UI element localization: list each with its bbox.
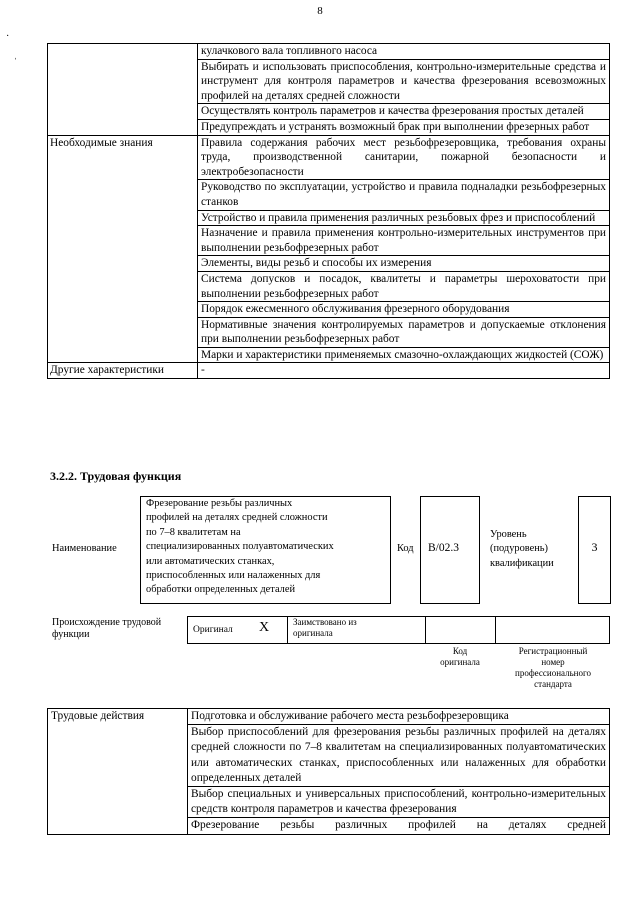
knowledge-cell: Порядок ежесменного обслуживания фрезерного оборудования xyxy=(198,302,610,318)
table-row xyxy=(48,44,610,60)
origin-divider xyxy=(495,616,496,644)
origin-label-line: Происхождение трудовой xyxy=(52,617,162,628)
knowledge-cell: Элементы, виды резьб и способы их измерения xyxy=(198,256,610,272)
action-cell: Фрезерование резьбы различных профилей на деталях средней xyxy=(188,818,610,834)
origin-table xyxy=(187,616,610,644)
action-cell: Выбор приспособлений для фрезерования резьбы различных профилей на деталях средней сложности по 7–8 квалитетам на специализированных полуавтоматических или автоматических станках, приспособленных или налаженных для обработки определенных деталей xyxy=(188,725,610,787)
function-name-line: или автоматических станках, xyxy=(146,555,275,567)
function-name-line: приспособленных или налаженных для xyxy=(146,570,321,582)
skills-knowledge-table xyxy=(47,43,610,379)
knowledge-cell: Назначение и правила применения контрольно-измерительных инструментов при выполнении резьбофрезерных работ xyxy=(198,226,610,256)
function-name-line: профилей на деталях средней сложности xyxy=(146,512,328,524)
function-name-line: обработки определенных деталей xyxy=(146,584,296,596)
skill-cell: кулачкового вала топливного насоса xyxy=(198,44,610,60)
caption-line: оригинала xyxy=(440,657,480,667)
page-number: 8 xyxy=(317,5,323,17)
origin-label xyxy=(52,617,161,641)
knowledge-cell: Нормативные значения контролируемых параметров и допускаемые отклонения при выполнении резьбофрезерных работ xyxy=(198,317,610,347)
code-value: B/02.3 xyxy=(428,542,459,554)
borrowed-label-line: оригинала xyxy=(293,628,333,638)
origin-divider xyxy=(287,616,288,644)
level-label-line: (подуровень) xyxy=(490,543,549,555)
registration-number-caption xyxy=(496,646,610,690)
caption-line: номер xyxy=(541,657,565,667)
row-label-other-characteristics: Другие характеристики xyxy=(48,363,198,379)
function-name-line: Фрезерование резьбы различных xyxy=(146,498,293,509)
scan-speck: · xyxy=(6,31,10,42)
code-original-caption xyxy=(426,646,494,668)
borrowed-label xyxy=(293,617,357,639)
function-name xyxy=(146,497,391,598)
section-heading: 3.2.2. Трудовая функция xyxy=(50,469,182,483)
code-label: Код xyxy=(397,543,414,554)
skill-cell: Осуществлять контроль параметров и качества фрезерования простых деталей xyxy=(198,104,610,120)
row-label-labor-actions: Трудовые действия xyxy=(48,709,188,835)
labor-actions-table xyxy=(47,708,610,835)
table-row xyxy=(48,363,610,379)
knowledge-cell: Марки и характеристики применяемых смазочно-охлаждающих жидкостей (СОЖ) xyxy=(198,347,610,363)
level-label-line: Уровень xyxy=(490,529,527,540)
knowledge-cell: Правила содержания рабочих мест резьбофрезеровщика, требования охраны труда, производственной санитарии, пожарной безопасности и электробезопасности xyxy=(198,135,610,180)
skill-cell: Выбирать и использовать приспособления, контрольно-измерительные средства и инструмент для контроля параметров и качества фрезерования всевозможных профилей на деталях средней сложности xyxy=(198,59,610,104)
row-label-skills-cont xyxy=(48,44,198,136)
knowledge-cell: Руководство по эксплуатации, устройство и правила подналадки резьбофрезерных станков xyxy=(198,180,610,210)
table-row xyxy=(48,135,610,180)
action-cell: Выбор специальных и универсальных приспособлений, контрольно-измерительных средств контроля параметров и качества фрезерования xyxy=(188,787,610,818)
scan-speck: ˌ xyxy=(14,49,18,60)
caption-line: профессионального xyxy=(515,668,591,678)
table-row xyxy=(48,709,610,725)
other-characteristics-value: - xyxy=(198,363,610,379)
original-mark: X xyxy=(259,620,270,635)
level-value: 3 xyxy=(591,540,598,554)
knowledge-cell: Устройство и правила применения различных резьбовых фрез и приспособлений xyxy=(198,210,610,226)
caption-line: стандарта xyxy=(534,679,572,689)
row-label-required-knowledge: Необходимые знания xyxy=(48,135,198,363)
knowledge-cell: Система допусков и посадок, квалитеты и параметры шероховатости при выполнении резьбофрезерных работ xyxy=(198,271,610,301)
skill-cell: Предупреждать и устранять возможный брак при выполнении фрезерных работ xyxy=(198,119,610,135)
caption-line: Код xyxy=(452,646,468,656)
borrowed-label-line: Заимствовано из xyxy=(293,617,357,627)
origin-divider xyxy=(425,616,426,644)
function-name-line: специализированных полуавтоматических xyxy=(146,541,334,553)
name-label: Наименование xyxy=(52,543,117,554)
level-label-line: квалификации xyxy=(490,557,554,569)
caption-line: Регистрационный xyxy=(518,646,588,656)
action-cell: Подготовка и обслуживание рабочего места резьбофрезеровщика xyxy=(188,709,610,725)
original-label: Оригинал xyxy=(193,625,233,635)
function-name-line: по 7–8 квалитетам на xyxy=(146,526,241,538)
origin-label-line: функции xyxy=(52,629,90,640)
qualification-level-label xyxy=(490,528,554,571)
